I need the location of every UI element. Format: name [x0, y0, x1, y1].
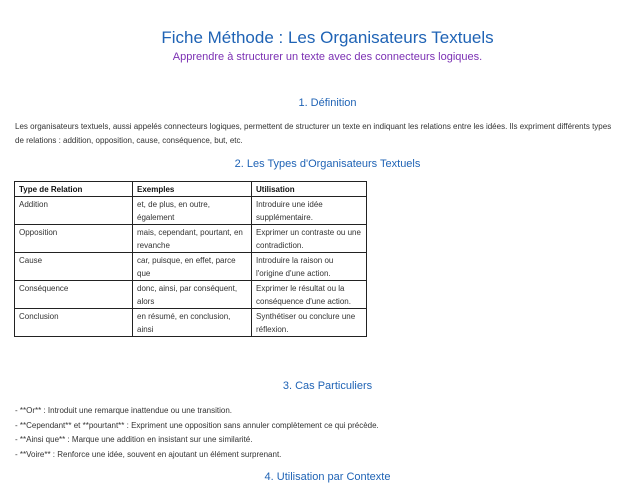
table-cell: donc, ainsi, par conséquent, alors	[133, 281, 252, 309]
table-cell: Exprimer le résultat ou la conséquence d'une action.	[252, 281, 367, 309]
table-cell: en résumé, en conclusion, ainsi	[133, 309, 252, 337]
table-row	[15, 281, 367, 309]
table-header-cell: Utilisation	[252, 182, 367, 197]
page-subtitle: Apprendre à structurer un texte avec des connecteurs logiques.	[172, 51, 483, 63]
table-cell: Introduire une idée supplémentaire.	[252, 197, 367, 225]
table-cell: Opposition	[15, 225, 133, 253]
table-cell: Cause	[15, 253, 133, 281]
table-row	[15, 197, 367, 225]
table-header-cell: Type de Relation	[15, 182, 133, 197]
list-item: - **Voire** : Renforce une idée, souvent en ajoutant un élément surprenant.	[15, 449, 282, 459]
table-cell: Introduire la raison ou l'origine d'une action.	[252, 253, 367, 281]
list-item: - **Ainsi que** : Marque une addition en insistant sur une similarité.	[15, 435, 253, 444]
table-cell: Synthétiser ou conclure une réflexion.	[252, 309, 367, 337]
table-row	[15, 225, 367, 253]
table-header-cell: Exemples	[133, 182, 252, 197]
table-cell: car, puisque, en effet, parce que	[133, 253, 252, 281]
special-cases-list	[15, 404, 625, 462]
organisateurs-table	[14, 181, 367, 337]
table-cell: mais, cependant, pourtant, en revanche	[133, 225, 252, 253]
definition-paragraph: Les organisateurs textuels, aussi appelés connecteurs logiques, permettent de structurer un texte en indiquant les relations entre les idées. Ils expriment différents types de relations : addition, opposition, cause, conséquence, but, etc.	[15, 122, 612, 145]
table-header-row	[15, 182, 367, 197]
section-title-definition: 1. Définition	[298, 97, 357, 109]
section-title-types: 2. Les Types d'Organisateurs Textuels	[234, 158, 421, 170]
section-title-context: 4. Utilisation par Contexte	[264, 471, 391, 483]
list-item: - **Or** : Introduit une remarque inattendue ou une transition.	[15, 406, 233, 415]
table-cell: Conclusion	[15, 309, 133, 337]
table-cell: Addition	[15, 197, 133, 225]
table-cell: Exprimer un contraste ou une contradiction.	[252, 225, 367, 253]
page-title: Fiche Méthode : Les Organisateurs Textuels	[161, 28, 494, 47]
table-cell: Conséquence	[15, 281, 133, 309]
table-cell: et, de plus, en outre, également	[133, 197, 252, 225]
list-item: - **Cependant** et **pourtant** : Expriment une opposition sans annuler complètement ce qui précède.	[15, 420, 379, 430]
table-row	[15, 253, 367, 281]
section-title-special-cases: 3. Cas Particuliers	[282, 380, 373, 392]
table-row	[15, 309, 367, 337]
